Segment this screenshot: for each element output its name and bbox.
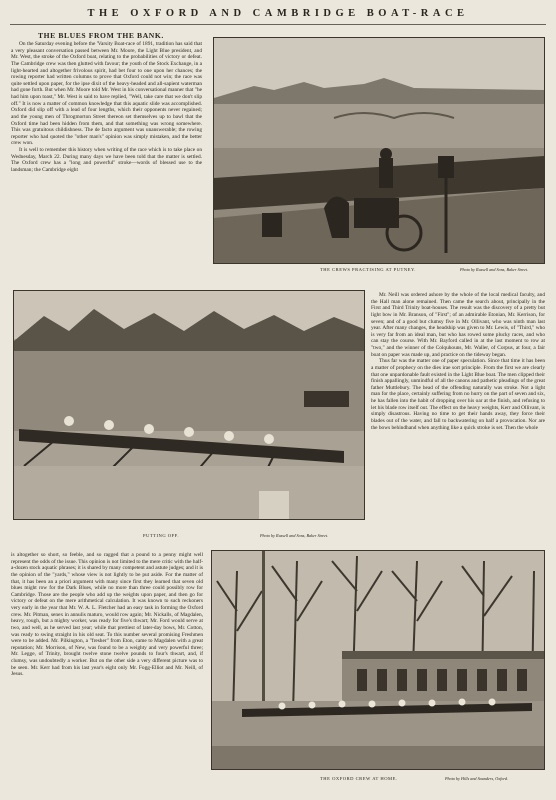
photo-crews-practising [213,37,545,264]
paragraph: Thus far was the matter one of paper speculation. Since that time it has been a matter of prophecy on the dies irae sort principle. From the first we are clearly that one unpardonable fault existed in the Light Blue boat. The men clipped their finish appallingly, unmindful of all the canons and pathetic pleadings of the great father Muttlebury. The head of the offending naturally was stroke. Not a light man for the place, certainly suffering from no hurry on the part of seven and six, he has fallen into the habit of dropping over his oar at the finish, and refusing to let his blade row itself out. The effect on the heavy weights, Kerr and Ollivant, is simply disastrous. Having no time to get their hands away, they force their blades out of the water, and fall to backwatering on half a provocation. Nor are the bows behindhand when anything like a quick stroke is set. Then the whole [371,358,545,431]
article-column-2 [371,292,545,546]
credit-fig3: Photo by Hills and Saunders, Oxford. [445,776,509,781]
caption-fig3: THE OXFORD CREW AT HOME. [320,776,398,781]
caption-fig1: THE CREWS PRACTISING AT PUTNEY. [320,267,416,272]
photo-oxford-crew-illustration [212,551,544,769]
article-column-1 [11,41,202,283]
caption-fig2: PUTTING OFF. [143,533,180,538]
page-title: THE OXFORD AND CAMBRIDGE BOAT-RACE [87,8,469,19]
photo-putting-off-illustration [14,291,364,519]
photo-oxford-crew-at-home [211,550,545,770]
photo-putting-off [13,290,365,520]
credit-fig2: Photo by Russell and Sons, Baker Street. [260,533,329,538]
paragraph: is altogether so short, so feeble, and so ragged that a pound to a penny might well represent the odds of the issue. This opinion is not limited to the mere critic with the half-a-dozen stock aquatic phrases; it is shared by many competent and astute judges; and it is the opinion of the "yards," whose view is not lightly to be put aside. For the matter of that, it has been an a priori argument with many since first they learned that seven old blues might row for the Dark Blues, while no more than three could possibly row for Cambridge. Those are the people who add up the weights upon paper, and then go for victory or defeat on the mere arithmetical calculation. It was known to such reckoners very early in the year that Mr. W. A. L. Fletcher had an easy task in forming the Oxford crew. Mr. Pitman, senex in annulis maturo, would row again; Mr. Nickalls, of Magdalen, heavy, rough, but a mighty worker, was ready for five's thwart; Mr. Ford would serve at two, and well, as he served last year; while that prettiest of later-day bows, Mr. Cotton, was ready to swing straight in his old seat. To this number several promising Freshmen were to be added. Mr. Pilkington, a "fresher" from Eton, came to Magdalen with a great reputation; Mr. Morrison, of New, was found to be a weighty and very powerful three; Mr. Legge, of Trinity, brought twelve stone twelve pounds to four's thwart, and, if clumsy, was undoubtedly a worker. But on the other side a very different picture was to be seen. Mr. Kerr had from his last year's eight only Mr. Fogg-Elliot and Mr. Neill, of Jesus. [11,552,203,678]
paragraph: Mr. Neill was ordered ashore by the whole of the local medical faculty, and the Hall man alone remained. Then came the search about, principally in the First and Third Trinity boat-houses. The result was the discovery of a pretty but light bow in Mr. Branson, of "First"; of an admirable Etonian, Mr. Kerrison, for seven; and of a good but clumsy five in Mr. Ollivant, who was ninth man last year. After many changes, the headship was given to Mr. Lewis, of "Third," who is very far from an ideal man, but who has rowed some plucky races, and who can stay the course. With Mr. Bayford called in at the last moment to row at "two," and the winner of the Colquhouns, Mr. Waller, of Corpus, at four, a fair boat on paper was made up, and practice on the tideway began. [371,292,545,358]
photo-crews-practising-illustration [214,38,544,263]
credit-fig1: Photo by Russell and Sons, Baker Street. [460,267,529,272]
paragraph: It is well to remember this history when writing of the race which is to take place on Wednesday, March 22. During many days we have been told that the matter is settled. The Oxford crew has a "long and powerful" stroke—words of blessed use to the landsman; the Cambridge eight [11,147,202,173]
article-column-3 [11,552,203,792]
article-heading: THE BLUES FROM THE BANK. [38,31,164,40]
title-rule [10,24,546,25]
paragraph: On the Saturday evening before the 'Varsity Boat-race of 1891, tradition has said that a very pleasant conversation passed between Mr. Moore, the Light Blue president, and Mr. West, the stroke of the Oxford boat, relating to the probabilities of victory or defeat. The Cambridge crew was then glutted with favour; the youth of the Stock Exchange, in a light-hearted and altogether frivolous spirit, had bet four to one upon her chances; the rowing reporter had written columns to prove that Oxford could not win; the race was quite settled upon paper, for the ipse dixit of the heavy-headed and all-sapient waterman had gone forth. But when Mr. Moore told Mr. West in his conversational manner that "he had him upon toast," Mr. West is said to have replied, "Well, take care that we don't slip off." It is now a matter of common knowledge that this aquatic slide was accomplished. Oxford did slip off with a lead of four lengths, which their opponents never regained; and the young men of Throgmorton Street thereon set themselves up to bawl that the Oxford time had been hidden from them, and that something was wrong somewhere. This was gratuitous childishness. The de facto argument was unanswerable; the rowing reporter who had quoted the "other man's" opinion was simply mistaken, and the better crew won. [11,41,202,147]
